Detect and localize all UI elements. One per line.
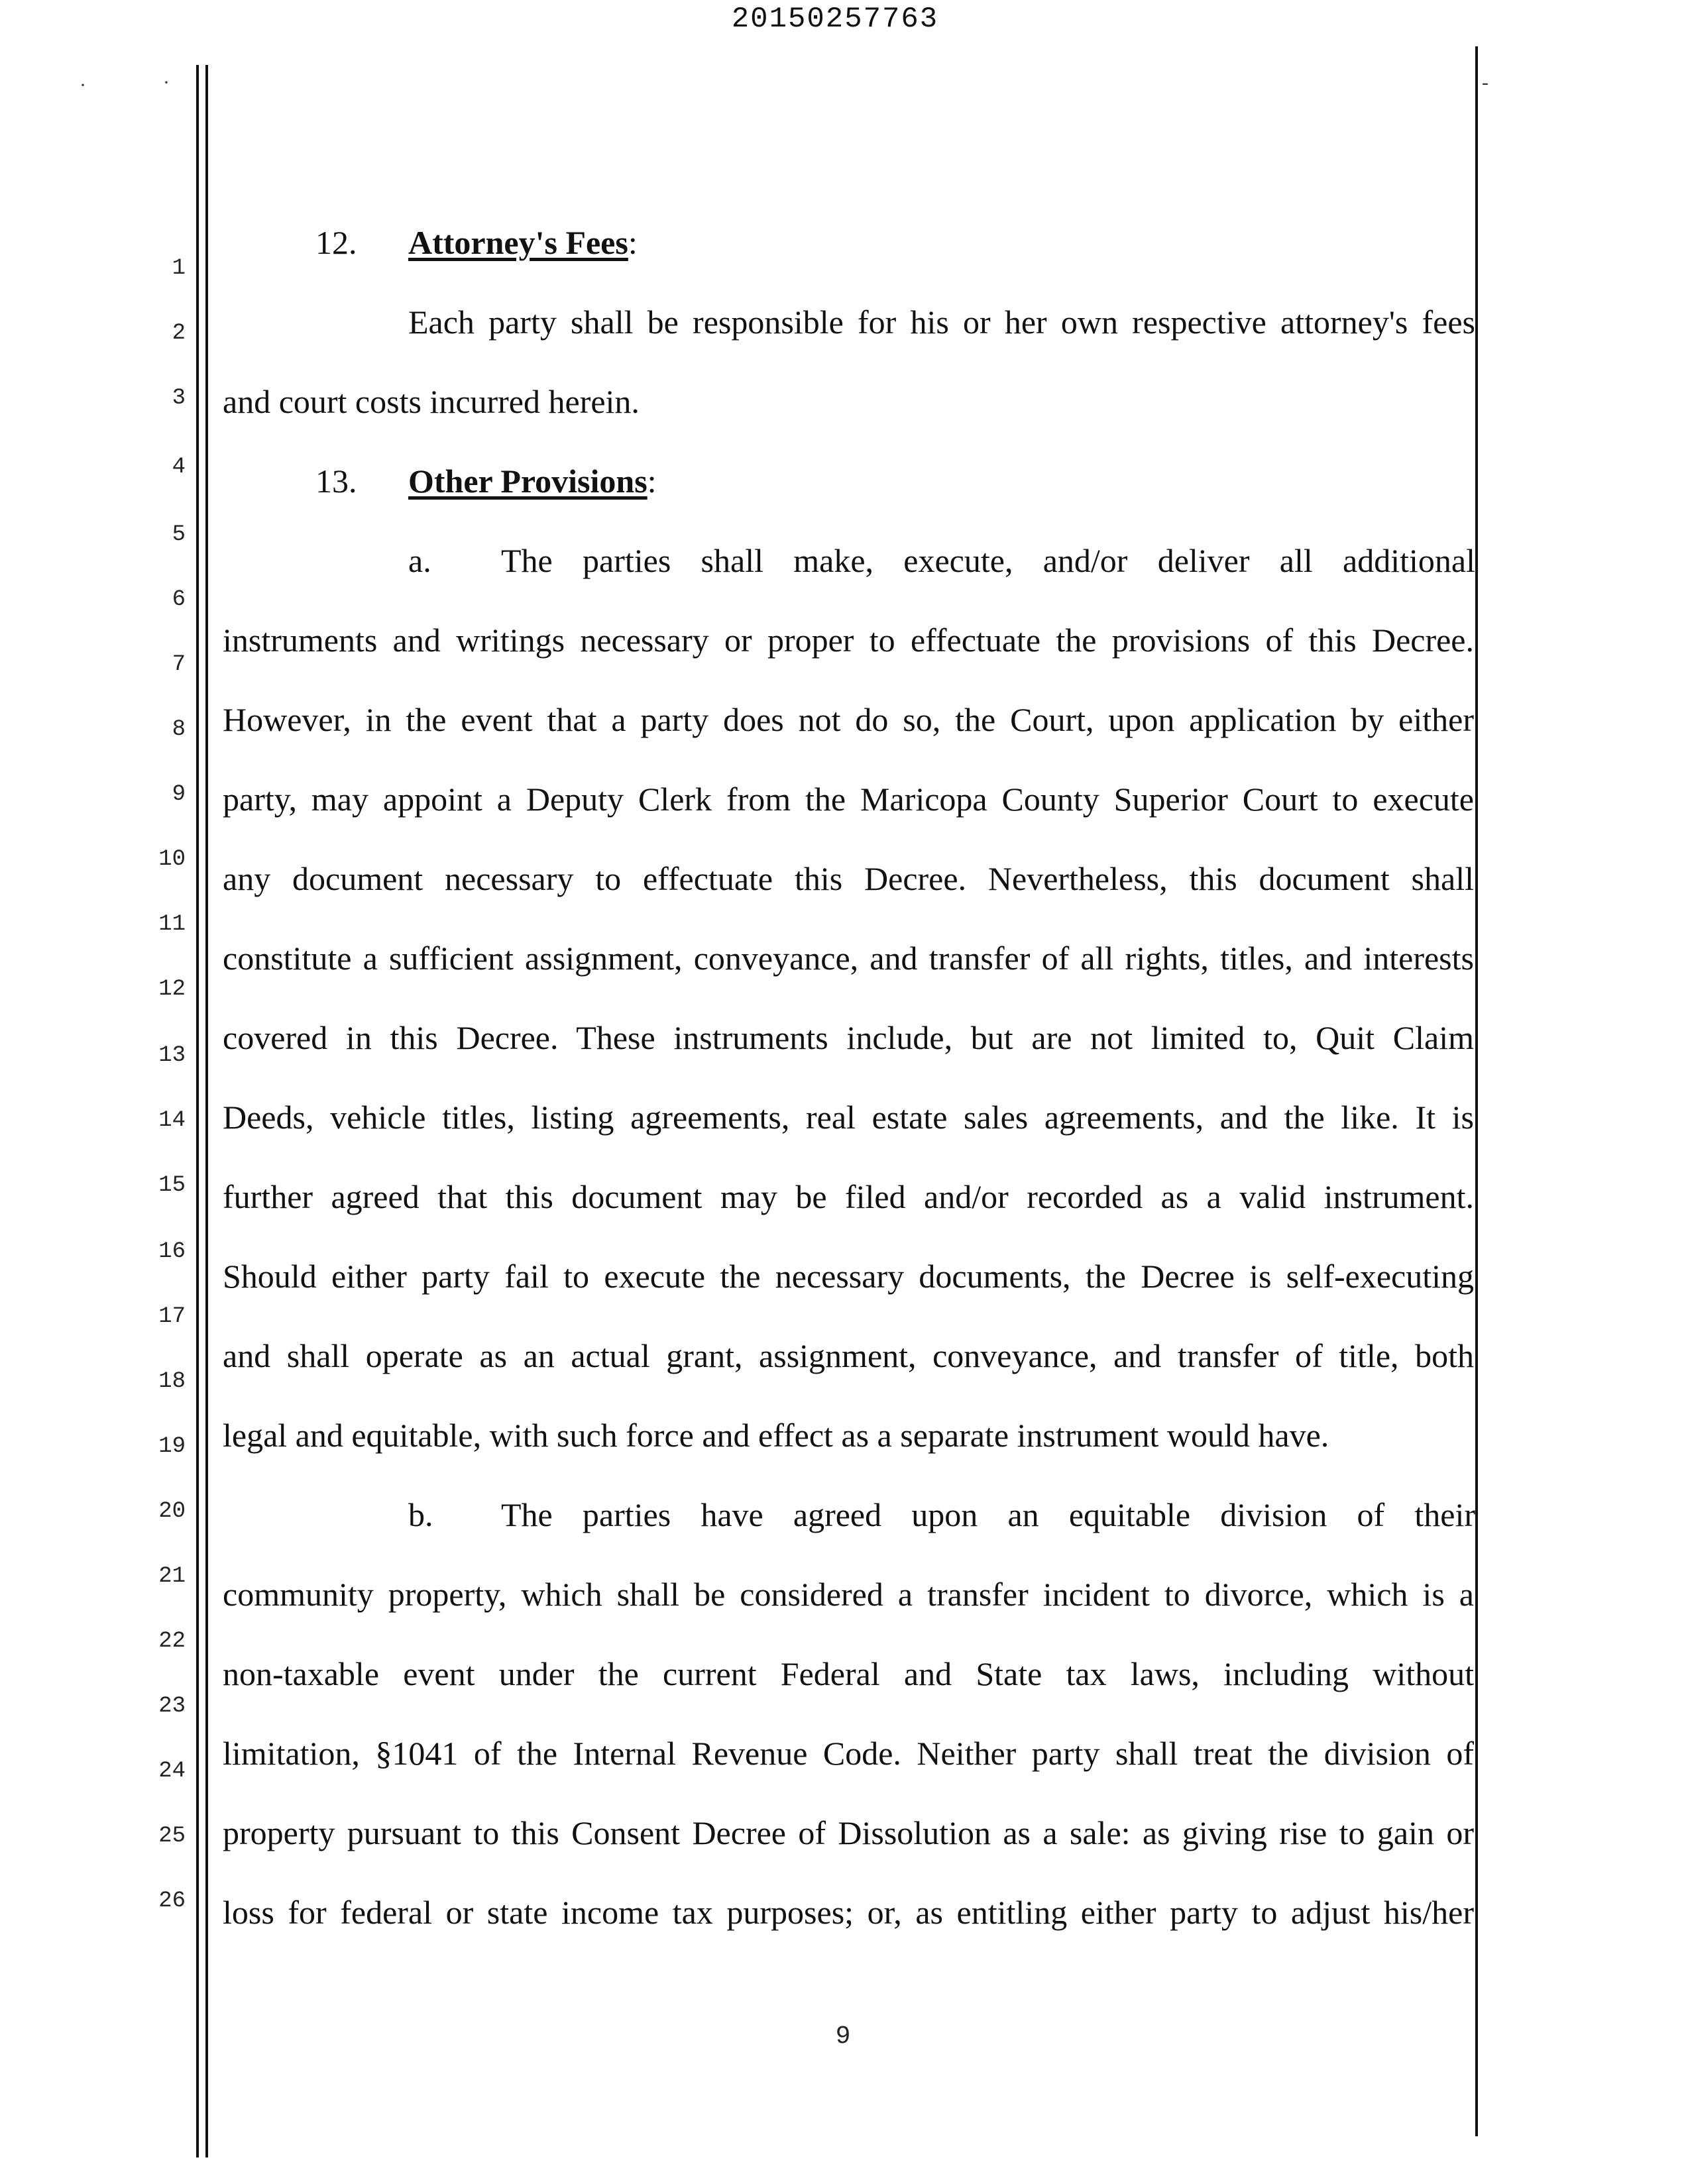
section-title: Attorney's Fees (408, 224, 628, 261)
paragraph-line: legal and equitable, with such force and effect as a separate instrument would have. (223, 1417, 1329, 1454)
heading-colon: : (628, 224, 638, 261)
paragraph-line: Each party shall be responsible for his or her own respective attorney's fees (408, 303, 1475, 341)
line-number: 11 (158, 912, 186, 937)
line-number: 24 (158, 1759, 186, 1784)
line-number: 8 (172, 717, 186, 742)
heading-colon: : (647, 463, 657, 500)
line-number: 13 (158, 1043, 186, 1068)
paragraph-line: constitute a sufficient assignment, conveyance, and transfer of all rights, titles, and interests (223, 940, 1474, 977)
line-number: 12 (158, 977, 186, 1002)
page-number: 9 (835, 2022, 851, 2051)
section-number: 13. (315, 463, 357, 500)
line-number: 9 (172, 782, 186, 807)
line-number: 3 (172, 386, 186, 411)
left-margin-rule-inner (205, 65, 208, 2157)
paragraph-line: Deeds, vehicle titles, listing agreements, real estate sales agreements, and the like. It is (223, 1099, 1474, 1136)
paragraph-line: However, in the event that a party does not do so, the Court, upon application by either (223, 701, 1474, 738)
paragraph-line: and shall operate as an actual grant, assignment, conveyance, and transfer of title, both (223, 1337, 1474, 1374)
paragraph-line: community property, which shall be considered a transfer incident to divorce, which is a (223, 1576, 1474, 1613)
section-title: Other Provisions (408, 463, 647, 500)
document-number: 20150257763 (731, 3, 939, 36)
section-13-heading (315, 461, 657, 501)
scan-speck: · (80, 74, 86, 96)
line-number: 20 (158, 1499, 186, 1524)
line-number: 6 (172, 587, 186, 612)
paragraph-line: The parties shall make, execute, and/or deliver all additional (501, 542, 1475, 579)
line-number: 7 (172, 652, 186, 677)
paragraph-line: further agreed that this document may be filed and/or recorded as a valid instrument. (223, 1178, 1474, 1215)
paragraph-line: The parties have agreed upon an equitable division of their (501, 1496, 1475, 1533)
scan-speck: · (163, 72, 170, 93)
subsection-b-first-line (408, 1495, 1475, 1535)
subsection-marker: b. (408, 1496, 433, 1533)
line-number: 23 (158, 1694, 186, 1719)
paragraph-line: any document necessary to effectuate this Decree. Nevertheless, this document shall (223, 860, 1474, 897)
scan-speck: - (1482, 72, 1489, 93)
right-margin-rule (1475, 46, 1478, 2136)
paragraph-line: covered in this Decree. These instruments include, but are not limited to, Quit Claim (223, 1019, 1474, 1056)
section-number: 12. (315, 224, 357, 261)
line-number: 2 (172, 321, 186, 346)
paragraph-line: loss for federal or state income tax purposes; or, as entitling either party to adjust his/her (223, 1894, 1474, 1931)
line-number: 1 (172, 256, 186, 281)
paragraph-line: non-taxable event under the current Federal and State tax laws, including without (223, 1655, 1474, 1692)
line-number: 14 (158, 1108, 186, 1133)
line-number: 18 (158, 1369, 186, 1394)
paragraph-line: limitation, §1041 of the Internal Revenue Code. Neither party shall treat the division of (223, 1735, 1474, 1772)
section-12-heading (315, 223, 638, 262)
subsection-marker: a. (408, 542, 431, 579)
left-margin-rule (196, 65, 199, 2157)
paragraph-line: and court costs incurred herein. (223, 383, 640, 420)
subsection-a-first-line (408, 541, 1475, 580)
line-number: 21 (158, 1564, 186, 1589)
paragraph-line: party, may appoint a Deputy Clerk from the Maricopa County Superior Court to execute (223, 781, 1474, 818)
line-number: 10 (158, 847, 186, 872)
line-number: 22 (158, 1629, 186, 1654)
line-number: 26 (158, 1888, 186, 1914)
line-number: 16 (158, 1239, 186, 1264)
paragraph-line: property pursuant to this Consent Decree of Dissolution as a sale: as giving rise to gain or (223, 1814, 1474, 1851)
line-number: 19 (158, 1434, 186, 1459)
paragraph-line: Should either party fail to execute the necessary documents, the Decree is self-executing (223, 1258, 1474, 1295)
paragraph-line: instruments and writings necessary or proper to effectuate the provisions of this Decree. (223, 622, 1474, 659)
line-number: 17 (158, 1304, 186, 1329)
line-number: 15 (158, 1173, 186, 1198)
line-number: 25 (158, 1824, 186, 1849)
line-number: 4 (172, 455, 186, 480)
line-number: 5 (172, 522, 186, 547)
